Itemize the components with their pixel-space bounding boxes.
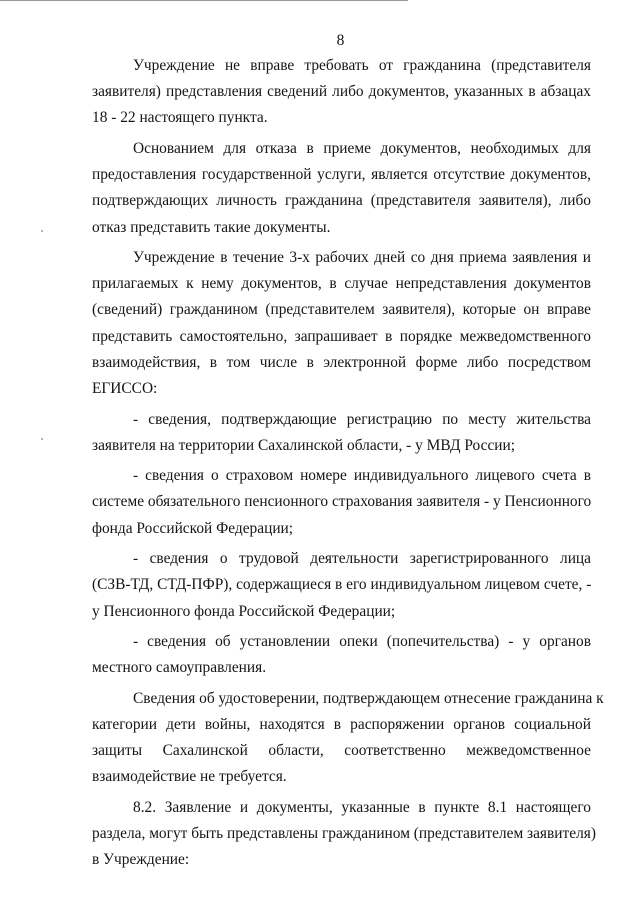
text-line: 8.2. Заявление и документы, указанные в пункте 8.1 настоящего [133,798,591,816]
text-line: представить самостоятельно, запрашивает в порядке межведомственного [92,327,591,345]
text-line: взаимодействие не требуется. [92,768,287,786]
paragraph [92,686,604,791]
text-line: раздела, могут быть представлены гражданином (представителем заявителя) [92,825,596,843]
text-line: категории дети войны, находятся в распоряжении органов социальной [92,715,591,733]
scan-speck [41,230,43,232]
text-line: в Учреждение: [92,851,190,869]
text-line: 18 - 22 настоящего пункта. [92,109,268,127]
text-line: системе обязательного пенсионного страхования заявителя - у Пенсионного [92,493,592,511]
text-line: - сведения об установлении опеки (попечительства) - у органов [133,633,591,651]
paragraph [92,546,591,625]
text-line: защиты Сахалинской области, соответственно межведомственное [92,742,591,760]
text-line: взаимодействия, в том числе в электронной форме либо посредством [92,353,591,371]
document-body [92,53,604,878]
text-line: ЕГИССО: [92,380,158,398]
text-line: Сведения об удостоверении, подтверждающем отнесение гражданина к [133,689,604,707]
paragraph [92,795,596,874]
page-number: 8 [336,32,345,49]
text-line: (СЗВ-ТД, СТД-ПФР), содержащиеся в его индивидуальном лицевом счете, - [92,576,592,594]
text-line: Учреждение не вправе требовать от гражданина (представителя [133,57,591,74]
text-line: заявителя) представления сведений либо документов, указанных в абзацах [92,83,591,101]
text-line: - сведения, подтверждающие регистрацию по месту жительства [133,410,591,428]
text-line: - сведения о трудовой деятельности зарегистрированного лица [133,550,591,568]
text-line: у Пенсионного фонда Российской Федерации; [92,602,396,620]
text-line: предоставления государственной услуги, является отсутствие документов, [92,166,591,184]
paragraph [92,629,591,681]
text-line: - сведения о страховом номере индивидуального лицевого счета в [133,467,591,485]
scan-speck [41,438,43,440]
text-line: местного самоуправления. [92,659,267,677]
text-line: Учреждение в течение 3-х рабочих дней со дня приема заявления и [133,249,591,267]
text-line: подтверждающих личность гражданина (представителя заявителя), либо [92,192,591,210]
paragraph [92,245,591,402]
paragraph [92,463,591,542]
paragraph [92,136,591,241]
text-line: прилагаемых к нему документов, в случае непредставления документов [92,275,591,293]
text-line: Основанием для отказа в приеме документов, необходимых для [133,139,591,157]
text-line: (сведений) гражданином (представителем заявителя), которые он вправе [92,301,591,319]
paragraph [92,53,591,132]
text-line: заявителя на территории Сахалинской области, - у МВД России; [92,436,516,454]
paragraph [92,407,591,459]
scan-edge-line [0,0,408,1]
text-line: фонда Российской Федерации; [92,519,294,537]
text-line: отказ представить такие документы. [92,218,331,236]
